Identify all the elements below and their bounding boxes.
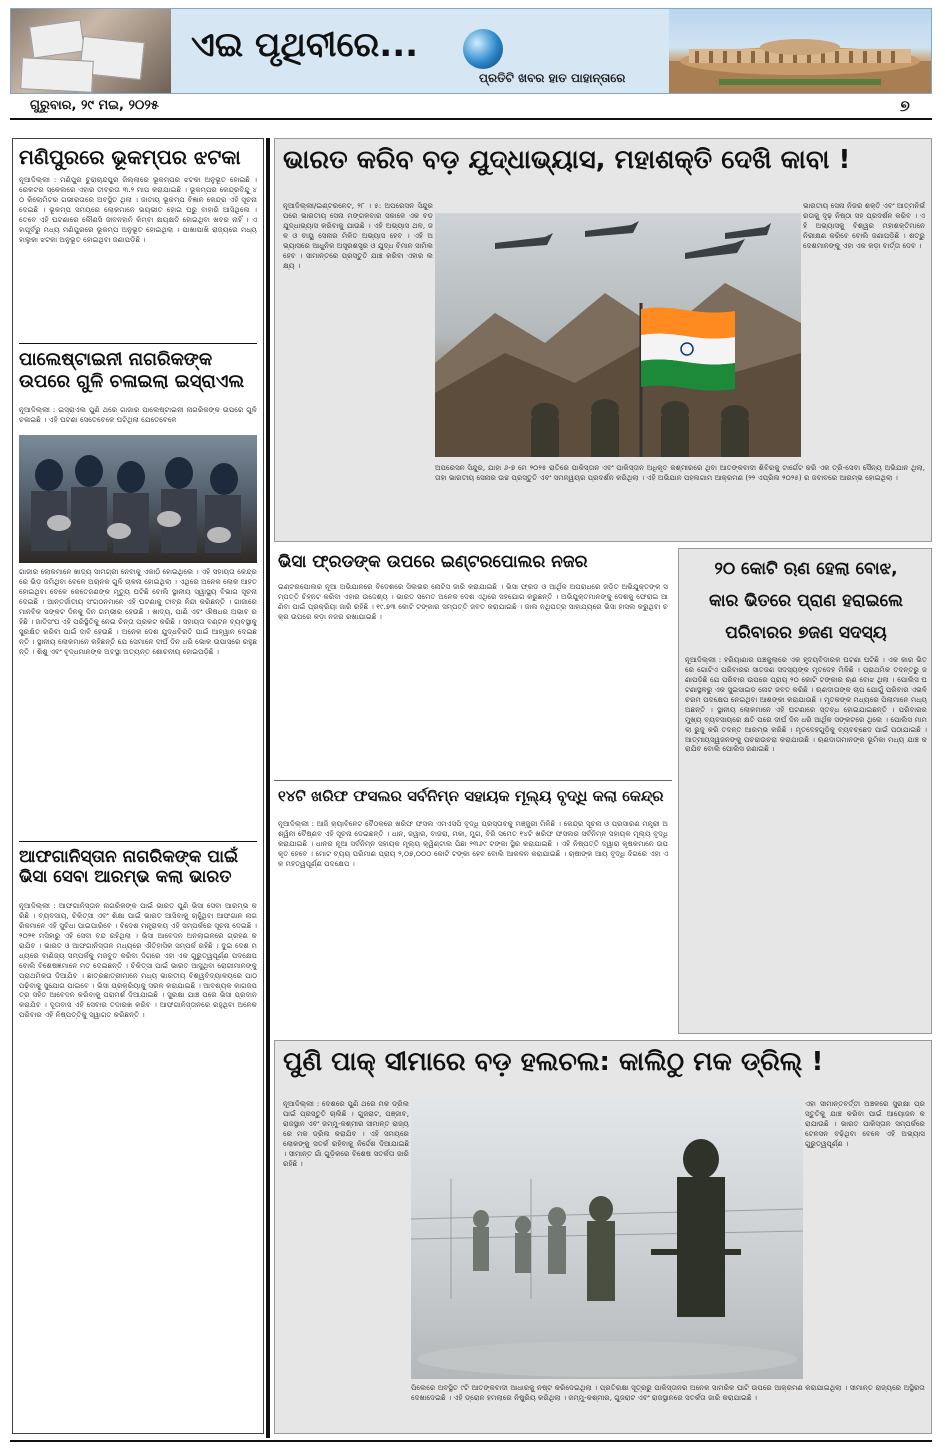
manipur-headline: ମଣିପୁରରେ ଭୂକମ୍ପର ଝଟକା [19, 145, 241, 169]
gaza-body: ଗାଜାର ଲୋକମାନେ ଖାଦ୍ୟ ସାମଗ୍ରୀ ନେବାକୁ ଏକାଠି ହୋଇଥିଲେ । ଏହି ସହାୟତା କେନ୍ଦ୍ରରେ ଭିଡ଼ ଜମିଥିବା ବେଳେ ଅଚାନକ ଗୁଳି ଚାଳନା ହୋଇଥିଲା । ଏଥିରେ ଅନେକ ଲୋକ ଆହତ ହୋଇଥିବା ବେଳେ କେତେଜଣଙ୍କ ମୃତ୍ୟୁ ଘଟିଛି ବୋଲି ସ୍ଥାନୀୟ ସ୍ୱାସ୍ଥ୍ୟ ବିଭାଗ ସୂଚନା ଦେଇଛି । ଆନ୍ତର୍ଜାତୀୟ ସଂଗଠନମାନେ ଏହି ଘଟଣାକୁ ତୀବ୍ର ନିନ୍ଦା କରିଛନ୍ତି । ଗାଜାରେ ମାନବିକ ସଙ୍କଟ ଦିନକୁ ଦିନ ଗମ୍ଭୀର ହେଉଛି । ଖାଦ୍ୟ, ପାଣି ଏବଂ ଔଷଧର ଅଭାବ ରହିଛି । ଜାତିସଂଘ ଏହି ପରିସ୍ଥିତିକୁ ନେଇ ଚିନ୍ତା ପ୍ରକଟ କରିଛି । ସହାୟତା ବଣ୍ଟନ ବ୍ୟବସ୍ଥାକୁ ସୁରକ୍ଷିତ କରିବା ପାଇଁ ଦାବି ହେଉଛି । ଅନେକ ଦେଶ ଯୁଦ୍ଧବିରତି ପାଇଁ ଆହ୍ୱାନ ଦେଇଛନ୍ତି । ସ୍ଥାନୀୟ ଲୋକମାନେ କହିଛନ୍ତି ଯେ ସେମାନେ ଦୀର୍ଘ ଦିନ ଧରି ଭୋକ ଉପାସରେ ରହୁଛନ୍ତି । ଶିଶୁ ଏବଂ ବୃଦ୍ଧମାନଙ୍କ ଅବସ୍ଥା ଅତ୍ୟନ୍ତ ଶୋଚନୀୟ ହୋଇପଡ଼ିଛି । [19, 567, 257, 656]
soldiers-photo [411, 1099, 803, 1379]
header-rule [10, 118, 932, 120]
pak-body-right: ଏହା ସୀମାନ୍ତବର୍ତ୍ତୀ ଅଞ୍ଚଳରେ ସୁରକ୍ଷା ପ୍ରସ୍ତୁତିକୁ ଯାଞ୍ଚ କରିବା ପାଇଁ ଆୟୋଜନ କରାଯାଉଛି । ଭାରତ ପାକିସ୍ତାନ ସମ୍ପର୍କରେ ଟେନସନ ବଢ଼ିଥିବା ବେଳେ ଏହି ଅଭ୍ୟାସ ଗୁରୁତ୍ୱପୂର୍ଣ୍ଣ । [805, 1099, 925, 1148]
msp-body: ନୂଆଦିଲ୍ଲୀ : ଆଜି କ୍ୟାବିନେଟ ବୈଠକରେ ଖରିଫ ଫସଲ ଏମଏସପି ବୃଦ୍ଧି ପ୍ରସ୍ତାବକୁ ମଞ୍ଜୁରୀ ମିଳିଛି । କେନ୍ଦ୍ର ସୂଚନା ଓ ପ୍ରସାରଣ ମନ୍ତ୍ରୀ ଅଶ୍ୱିନୀ ବୈଷ୍ଣବ ଏହି ସୂଚନା ଦେଇଛନ୍ତି । ଧାନ, ଜୱାର, ବାଜରା, ମକା, ମୁଗ, ବିରି ସମେତ ୧୪ଟି ଖରିଫ ଫସଲର ସର୍ବନିମ୍ନ ସହାୟକ ମୂଲ୍ୟ ବୃଦ୍ଧି କରାଯାଇଛି । ଧାନର ନୂଆ ସର୍ବନିମ୍ନ ସହାୟକ ମୂଲ୍ୟ କ୍ୱିଣ୍ଟାଲ ପିଛା ୨୩୬୯ ଟଙ୍କା ସ୍ଥିର କରାଯାଇଛି । ଏହି ନିଷ୍ପତ୍ତି ଦ୍ୱାରା କୃଷକମାନେ ଉପକୃତ ହେବେ । ମୋଟ ବ୍ୟୟ ପରିମାଣ ପ୍ରାୟ ୨,୦୭,୦୦୦ କୋଟି ଟଙ୍କା ହେବ ବୋଲି ଆକଳନ କରାଯାଇଛି । ଚାଷୀଙ୍କ ଆୟ ବୃଦ୍ଧି ଦିଗରେ ଏହା ଏକ ମହତ୍ୱପୂର୍ଣ୍ଣ ପଦକ୍ଷେପ । [278, 819, 668, 868]
masthead-photo-left [11, 9, 171, 94]
masthead-title: ଏଇ ପୃଥିବୀରେ... [191, 25, 419, 65]
debt-headline-line3: ପରିବାରର ୭ଜଣ ସଦସ୍ୟ [725, 623, 887, 643]
afghan-headline: ଆଫଗାନିସ୍ତାନ ନାଗରିକଙ୍କ ପାଇଁ ଭିସା ସେବା ଆରମ୍ଭ କଲା ଭାରତ [19, 847, 239, 888]
interpol-story [274, 548, 672, 776]
msp-headline: ୧୪ଟି ଖରିଫ ଫସଲର ସର୍ବନିମ୍ନ ସହାୟକ ମୂଲ୍ୟ ବୃଦ୍ଧି କଲା କେନ୍ଦ୍ର [278, 787, 664, 805]
war-exercise-photo [435, 213, 801, 457]
masthead-tagline: ପ୍ରତିଟି ଖବର ହାତ ପାହାନ୍ତାରେ [479, 71, 626, 85]
debt-story [678, 548, 932, 1034]
interpol-body: ଇଣ୍ଟରପୋଲର ନୂଆ ଅଭିଯାନରେ ବିଦେଶରେ ସିଲଭର ନୋଟିସ ଜାରି କରାଯାଇଛି । ଭିସା ଫ୍ରଡ ଓ ଆର୍ଥିକ ଅପରାଧରେ ଜଡ଼ିତ ଅଭିଯୁକ୍ତଙ୍କ ସମ୍ପତ୍ତି ଚିହ୍ନଟ କରିବା ଏହାର ଉଦ୍ଦେଶ୍ୟ । ଭାରତ ସମେତ ଅନେକ ଦେଶ ଏଥିରେ ସହଯୋଗ କରୁଛନ୍ତି । ଅଭିଯୁକ୍ତମାନଙ୍କୁ ଦେଶକୁ ଫେରାଇ ଆଣିବା ପାଇଁ ପ୍ରକ୍ରିୟା ଜାରି ରହିଛି । ୧୯.୭୩ କୋଟି ଟଙ୍କାର ସମ୍ପତ୍ତି ଜବତ କରାଯାଇଛି । ଜାଲ ନଥିପତ୍ର ସାହାଯ୍ୟରେ ଭିସା ହାସଲ କରୁଥିବା ଚକ୍ର ଉପରେ କଡ଼ା ନଜର ରଖାଯାଇଛି । [278, 582, 668, 621]
gaza-lead: ନୂଆଦିଲ୍ଲୀ : ଇସ୍ରାଏଲ ପୁଣି ଥରେ ଗାଜାର ପାଲେଷ୍ଟାଇନୀ ନାଗରିକଙ୍କ ଉପରେ ଗୁଳି ଚଳାଇଛି । ଏହି ଘଟଣା ସେତେବେଳେ ଘଟିଥିଲା ଯେତେବେଳେ [19, 405, 257, 424]
lead-story [274, 138, 932, 542]
debt-body: ନୂଆଦିଲ୍ଲୀ : ହରିୟାଣାର ପଞ୍ଚକୁଲାରେ ଏକ ହୃଦୟବିଦାରକ ଘଟଣା ଘଟିଛି । ଏକ କାର ଭିତରେ ଗୋଟିଏ ପରିବାରର ସାତଜଣ ସଦସ୍ୟଙ୍କ ମୃତଦେହ ମିଳିଛି । ପ୍ରାଥମିକ ତଦନ୍ତରୁ ଜଣାପଡ଼ିଛି ଯେ ପରିବାର ଉପରେ ପ୍ରାୟ ୨୦ କୋଟି ଟଙ୍କାର ଋଣ ବୋଝ ଥିଲା । ପୋଲିସ ଘଟଣାସ୍ଥଳରୁ ଏକ ସୁଇସାଇଡ ନୋଟ ଜବତ କରିଛି । ଋଣଦାତାଙ୍କ ଚାପ ଯୋଗୁଁ ପରିବାର ଏଭଳି ଚରମ ପଦକ୍ଷେପ ନେଇଥିବା ଆଶଙ୍କା କରାଯାଉଛି । ମୃତକଙ୍କ ମଧ୍ୟରେ ପିଲାମାନେ ମଧ୍ୟ ଅଛନ୍ତି । ସ୍ଥାନୀୟ ଲୋକମାନେ ଏହି ଘଟଣାରେ ସ୍ତବ୍ଧ ହୋଇଯାଇଛନ୍ତି । ପରିବାରର ମୁଖ୍ୟ ବ୍ୟବସାୟରେ କ୍ଷତି ପରେ ଦୀର୍ଘ ଦିନ ଧରି ଆର୍ଥିକ ସଙ୍କଟରେ ଥିଲେ । ପୋଲିସ ମାମଲା ରୁଜୁ କରି ତଦନ୍ତ ଆରମ୍ଭ କରିଛି । ମୃତଦେହଗୁଡ଼ିକୁ ବ୍ୟବଚ୍ଛେଦ ପାଇଁ ପଠାଯାଇଛି । ଆତ୍ମୀୟସ୍ୱଜନଙ୍କୁ ପଚରାଉଚରା କରାଯାଉଛି । ଋଣଦାତାମାନଙ୍କ ଭୂମିକା ମଧ୍ୟ ଯାଞ୍ଚ କରାଯିବ ବୋଲି ପୋଲିସ ଜଣାଇଛି । [685, 655, 927, 754]
msp-story [274, 780, 672, 1034]
afghan-body: ନୂଆଦିଲ୍ଲୀ : ଆଫଗାନିସ୍ତାନ ନାଗରିକଙ୍କ ପାଇଁ ଭାରତ ପୁଣି ଭିସା ସେବା ଆରମ୍ଭ କରିଛି । ବ୍ୟବସାୟ, ଚିକିତ୍ସା ଏବଂ ଶିକ୍ଷା ପାଇଁ ଭାରତ ଆସିବାକୁ ଚାହୁଁଥିବା ଆଫଗାନ ନାଗରିକମାନେ ଏହି ସୁବିଧା ପାଇପାରିବେ । ବିଦେଶ ମନ୍ତ୍ରାଳୟ ଏହି ସମ୍ପର୍କରେ ସୂଚନା ଦେଇଛି । ୨୦୨୧ ମସିହାରୁ ଏହି ସେବା ବନ୍ଦ ରହିଥିଲା । ଭିସା ଆବେଦନ ଅନଲାଇନରେ ଗ୍ରହଣ କରାଯିବ । ଭାରତ ଓ ଆଫଗାନିସ୍ତାନ ମଧ୍ୟରେ ଐତିହାସିକ ସମ୍ପର୍କ ରହିଛି । ଦୁଇ ଦେଶ ମଧ୍ୟରେ ବାଣିଜ୍ୟ ସମ୍ପର୍କକୁ ମଜବୁତ କରିବା ଦିଗରେ ଏହା ଏକ ଗୁରୁତ୍ୱପୂର୍ଣ୍ଣ ପଦକ୍ଷେପ ବୋଲି ବିଶେଷଜ୍ଞମାନେ ମତ ଦେଇଛନ୍ତି । ଚିକିତ୍ସା ପାଇଁ ଭାରତ ଆସୁଥିବା ରୋଗୀମାନଙ୍କୁ ପ୍ରାଥମିକତା ଦିଆଯିବ । ଛାତ୍ରଛାତ୍ରୀମାନେ ମଧ୍ୟ ଭାରତୀୟ ବିଶ୍ୱବିଦ୍ୟାଳୟରେ ପାଠ ପଢ଼ିବାକୁ ସୁଯୋଗ ପାଇବେ । ଭିସା ପ୍ରକ୍ରିୟାକୁ ସରଳ କରାଯାଇଛି । ଆବଶ୍ୟକ କାଗଜପତ୍ର ସହିତ ଆବେଦନ କରିବାକୁ ପରାମର୍ଶ ଦିଆଯାଇଛି । ସୁରକ୍ଷା ଯାଞ୍ଚ ପରେ ଭିସା ପ୍ରଦାନ କରାଯିବ । ଦୂତାବାସ ଏହି ସେବାର ତଦାରଖ କରିବ । ଆଫଗାନିସ୍ତାନରେ ରହୁଥିବା ଅନେକ ପରିବାର ଏହି ନିଷ୍ପତ୍ତିକୁ ସ୍ୱାଗତ କରିଛନ୍ତି । [19, 901, 257, 1020]
column-divider [266, 138, 270, 1438]
manipur-body: ନୂଆଦିଲ୍ଲୀ : ମଣିପୁର ଚୁରାଚାନ୍ଦପୁର ଜିଲ୍ଲାରେ ଭୂକମ୍ପର ଝଟକା ଅନୁଭୂତ ହୋଇଛି । ରେକଟର ସ୍କେଲରେ ଏହାର ତୀବ୍ରତା ୩.୨ ମାପ କରାଯାଇଛି । ଭୂକମ୍ପର କେନ୍ଦ୍ରବିନ୍ଦୁ ୪୦ କିଲୋମିଟର ଗଭୀରତାରେ ଅବସ୍ଥିତ ଥିଲା । ଜାତୀୟ ଭୂକମ୍ପ ବିଜ୍ଞାନ କେନ୍ଦ୍ର ଏହି ସୂଚନା ଦେଇଛି । ଭୂକମ୍ପ ସମୟରେ ଲୋକମାନେ ଭୟଭୀତ ହୋଇ ଘରୁ ବାହାରି ଆସିଥିଲେ । ତେବେ ଏହି ଘଟଣାରେ କୌଣସି ଜୀବନହାନି କିମ୍ବା କ୍ଷୟକ୍ଷତି ହୋଇଥିବା ଖବର ନାହିଁ । ଏହାପୂର୍ବରୁ ମଧ୍ୟ ମଣିପୁରରେ ଭୂକମ୍ପ ଅନୁଭୂତ ହୋଇଥିଲା । ପାଖାପାଖି ରାଜ୍ୟରେ ମଧ୍ୟ ହାଲୁକା ଝଟକା ଅନୁଭୂତ ହୋଇଥିବା ଜଣାପଡ଼ିଛି । [19, 175, 257, 244]
lead-headline: ଭାରତ କରିବ ବଡ଼ ଯୁଦ୍ଧାଭ୍ୟାସ, ମହାଶକ୍ତି ଦେଖି କାବା ! [283, 145, 851, 175]
parliament-photo [669, 9, 931, 94]
footer-rule [10, 1440, 932, 1442]
dateline: ଗୁରୁବାର, ୨୯ ମଇ, ୨୦୨୫ [30, 98, 159, 113]
pak-body-left: ନୂଆଦିଲ୍ଲୀ : ଦେଶରେ ପୁଣି ଥରେ ମକ ଡ୍ରିଲ ପାଇଁ ପ୍ରସ୍ତୁତି ଚାଲିଛି । ଗୁଜରାଟ, ପଞ୍ଜାବ, ରାଜସ୍ଥାନ ଏବଂ ଜମ୍ମୁ-କଶ୍ମୀର ସୀମାନ୍ତ ରାଜ୍ୟରେ ମକ ଡ୍ରିଲ କରାଯିବ । ଏହି ସମୟରେ ଲୋକଙ୍କୁ ସତର୍କ ରହିବାକୁ ନିର୍ଦ୍ଦେଶ ଦିଆଯାଇଛି । ସୀମାନ୍ତ ଗାଁ ଗୁଡ଼ିକରେ ବିଶେଷ ସତର୍କତା ଜାରି ରହିଛି । [283, 1099, 409, 1168]
gaza-photo [19, 435, 257, 563]
pak-story [274, 1040, 932, 1434]
lead-body-bottom: ଅପରେସନ ସିନ୍ଦୁର, ଯାହା ୬-୭ ମେ ୨୦୨୫ ରାତିରେ ପାକିସ୍ତାନ ଏବଂ ପାକିସ୍ତାନ ଅଧିକୃତ କଶ୍ମୀରରେ ଥିବା ଆତଙ୍କବାଦୀ ଶିବିରକୁ ଟାର୍ଗେଟ କରି ଏକ ତ୍ରି-ସେବା ସୈନ୍ୟ ଅଭିଯାନ ଥିଲା, ତାହା ଭାରତୀୟ ସେନାର ଉଚ୍ଚ ପ୍ରସ୍ତୁତି ଏବଂ ସମନ୍ୱୟର ପ୍ରଦର୍ଶନ କରିଥିଲା । ଏହି ଅଭିଯାନ ପହଲଗାମ ଆକ୍ରମଣ (୨୨ ଏପ୍ରିଲ ୨୦୨୫) ର ଜବାବରେ ଆରମ୍ଭ ହୋଇଥିଲା । [435, 463, 925, 482]
gaza-headline: ପାଲେଷ୍ଟାଇନୀ ନାଗରିକଙ୍କ ଉପରେ ଗୁଳି ଚଳାଇଲା ଇସ୍ରାଏଲ [19, 349, 245, 392]
page-number: ୭ [900, 96, 910, 115]
pak-body-bottom: ପିଲେରେ ଅବସ୍ଥିତ ୯ଟି ଆତଙ୍କବାଦୀ ଆଧାରକୁ ନଷ୍ଟ କରିଦେଇଥିଲା । ପ୍ରତିରକ୍ଷା ସୂତ୍ରରୁ ପାକିସ୍ତାନର ଅନେକ ସାମରିକ ଘାଟି ଉପରେ ଆକ୍ରମଣ କରାଯାଇଥିଲା । ସୀମାନ୍ତ ରାଜ୍ୟରେ ଅସ୍ଥିରତା ଦେଖାଦେଇଛି । ଏହି ଡ୍ରୋନ ହମଲାରେ ନିଷ୍କ୍ରିୟ କରିଥିଲା । ଜମ୍ମୁ-କଶ୍ମୀର, ଗୁଜରାଟ ଏବଂ ରାଜସ୍ଥାନରେ ସତର୍କତା ଜାରି କରାଯାଇଛି । [411, 1383, 925, 1402]
divider [19, 841, 257, 842]
lead-body-right: ଭାରତୀୟ ସେନା ନିଜର ଶକ୍ତି ଏବଂ ଆତ୍ମନିର୍ଭରତାକୁ ଦୃଢ଼ ନିଷ୍ଠା ସହ ପ୍ରଦର୍ଶନ କରିବ । ଏହି ଅଭ୍ୟାସକୁ ବିଶ୍ୱର ମହାଶକ୍ତିମାନେ ନିରୀକ୍ଷଣ କରିବେ ବୋଲି ଜଣାପଡ଼ିଛି । ଶତ୍ରୁ ଦେଶମାନଙ୍କୁ ଏହା ଏକ କଡ଼ା ବାର୍ତ୍ତା ଦେବ । [803, 201, 925, 250]
left-column [12, 138, 264, 1434]
masthead [10, 8, 932, 94]
divider [19, 343, 257, 344]
debt-headline-line2: କାର ଭିତରେ ପ୍ରାଣ ହରାଇଲେ [709, 591, 903, 611]
pak-headline: ପୁଣି ପାକ୍ ସୀମାରେ ବଡ଼ ହଲଚଲ: କାଲିଠୁ ମକ ଡ୍ରିଲ୍ ! [283, 1047, 824, 1077]
globe-icon [463, 29, 503, 69]
debt-headline-line1: ୨୦ କୋଟି ଋଣ ହେଲା ବୋଝ, [714, 559, 898, 579]
interpol-headline: ଭିସା ଫ୍ରଡଙ୍କ ଉପରେ ଇଣ୍ଟରପୋଲର ନଜର [278, 552, 588, 572]
lead-body-left: ନୂଆଦିଲ୍ଲୀ/ଇଣ୍ଟରନେଟ, ୨୮ । ୫: ଅପରେସନ ସିନ୍ଦୁର ପରେ ଭାରତୀୟ ସେନା ମଙ୍ଗଳବାର ସକାଳେ ଏକ ବଡ଼ ଯୁଦ୍ଧାଭ୍ୟାସ କରିବାକୁ ଯାଉଛି । ଏହି ଅଭ୍ୟାସ ଥଳ, ଜଳ ଓ ବାୟୁ ସେନାର ମିଳିତ ଅଭ୍ୟାସ ହେବ । ଏହି ଅଭ୍ୟାସରେ ଆଧୁନିକ ଅସ୍ତ୍ରଶସ୍ତ୍ର ଓ ଯୁଦ୍ଧ ବିମାନ ସାମିଲ ହେବ । ସୀମାନ୍ତରେ ପ୍ରସ୍ତୁତି ଯାଞ୍ଚ କରିବା ଏହାର ଲକ୍ଷ୍ୟ । [283, 201, 433, 270]
